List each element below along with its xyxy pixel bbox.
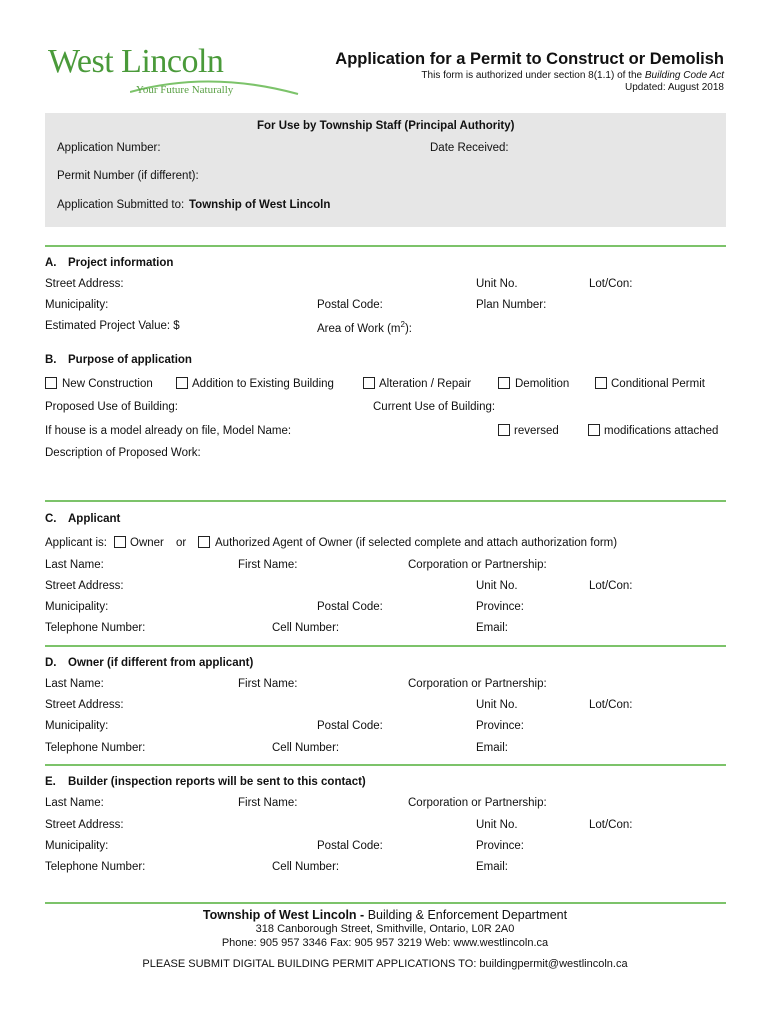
section-b-heading: Purpose of application — [68, 354, 192, 366]
application-number-label: Application Number: — [57, 142, 161, 154]
section-a-heading: Project information — [68, 257, 174, 269]
description-label: Description of Proposed Work: — [45, 447, 201, 459]
a-plan-number-label: Plan Number: — [476, 299, 547, 311]
c-telephone-label: Telephone Number: — [45, 622, 146, 634]
a-postal-code-label: Postal Code: — [317, 299, 383, 311]
section-e-heading: Builder (inspection reports will be sent to this contact) — [68, 776, 366, 788]
section-d-divider — [45, 645, 726, 647]
owner-checkbox[interactable] — [114, 536, 126, 548]
e-municipality-label: Municipality: — [45, 840, 109, 852]
footer-submit: PLEASE SUBMIT DIGITAL BUILDING PERMIT APPLICATIONS TO: buildingpermit@westlincoln.ca — [142, 958, 628, 970]
a-unit-no-label: Unit No. — [476, 278, 518, 290]
section-a-letter: A. — [45, 257, 57, 269]
section-e-divider — [45, 764, 726, 766]
d-lot-con-label: Lot/Con: — [589, 699, 633, 711]
a-project-value-label: Estimated Project Value: $ — [45, 320, 180, 332]
logo-wordmark: West Lincoln — [48, 43, 224, 80]
applicant-is-label: Applicant is: — [45, 537, 108, 549]
e-postal-code-label: Postal Code: — [317, 840, 383, 852]
footer-dept: Building & Enforcement Department — [367, 908, 568, 922]
d-corporation-label: Corporation or Partnership: — [408, 678, 547, 690]
d-unit-no-label: Unit No. — [476, 699, 518, 711]
e-lot-con-label: Lot/Con: — [589, 819, 633, 831]
c-cell-label: Cell Number: — [272, 622, 340, 634]
e-unit-no-label: Unit No. — [476, 819, 518, 831]
page-title: Application for a Permit to Construct or Demolish — [335, 50, 724, 68]
c-street-address-label: Street Address: — [45, 580, 124, 592]
footer-contact: Phone: 905 957 3346 Fax: 905 957 3219 Web: www.westlincoln.ca — [221, 937, 549, 949]
e-telephone-label: Telephone Number: — [45, 861, 146, 873]
section-b-letter: B. — [45, 354, 57, 366]
authorization-text: This form is authorized under section 8(1.1) of the — [421, 70, 643, 81]
date-received-label: Date Received: — [430, 142, 509, 154]
d-municipality-label: Municipality: — [45, 720, 109, 732]
modifications-label: modifications attached — [604, 425, 719, 437]
new-construction-checkbox[interactable] — [45, 377, 57, 389]
e-first-name-label: First Name: — [238, 797, 298, 809]
a-municipality-label: Municipality: — [45, 299, 109, 311]
c-postal-code-label: Postal Code: — [317, 601, 383, 613]
d-street-address-label: Street Address: — [45, 699, 124, 711]
c-lot-con-label: Lot/Con: — [589, 580, 633, 592]
e-cell-label: Cell Number: — [272, 861, 340, 873]
d-telephone-label: Telephone Number: — [45, 742, 146, 754]
addition-label: Addition to Existing Building — [192, 378, 334, 390]
authorization-act: Building Code Act — [644, 70, 724, 81]
footer-address: 318 Canborough Street, Smithville, Ontario, L0R 2A0 — [255, 923, 515, 935]
section-c-heading: Applicant — [68, 513, 121, 525]
d-postal-code-label: Postal Code: — [317, 720, 383, 732]
authorization-note — [421, 70, 724, 81]
reversed-label: reversed — [514, 425, 559, 437]
alteration-label: Alteration / Repair — [379, 378, 472, 390]
demolition-checkbox[interactable] — [498, 377, 510, 389]
submitted-to-label: Application Submitted to: — [57, 199, 185, 211]
a-area-of-work-label — [317, 320, 412, 335]
submitted-to-value: Township of West Lincoln — [189, 199, 331, 211]
updated-date: Updated: August 2018 — [625, 82, 724, 93]
or-label: or — [176, 537, 187, 549]
reversed-checkbox[interactable] — [498, 424, 510, 436]
modifications-checkbox[interactable] — [588, 424, 600, 436]
section-d-heading: Owner (if different from applicant) — [68, 657, 254, 669]
section-d-letter: D. — [45, 657, 57, 669]
staff-heading: For Use by Township Staff (Principal Authority) — [257, 120, 515, 132]
addition-checkbox[interactable] — [176, 377, 188, 389]
footer-org-name: Township of West Lincoln - — [202, 908, 365, 922]
section-e-letter: E. — [45, 776, 56, 788]
a-area-sup: 2 — [400, 320, 405, 329]
permit-number-label: Permit Number (if different): — [57, 170, 199, 182]
conditional-permit-label: Conditional Permit — [611, 378, 705, 390]
e-last-name-label: Last Name: — [45, 797, 104, 809]
c-unit-no-label: Unit No. — [476, 580, 518, 592]
logo-tagline: Your Future Naturally — [136, 84, 234, 96]
e-corporation-label: Corporation or Partnership: — [408, 797, 547, 809]
agent-label: Authorized Agent of Owner (if selected complete and attach authorization form) — [215, 537, 618, 549]
agent-checkbox[interactable] — [198, 536, 210, 548]
e-province-label: Province: — [476, 840, 524, 852]
e-street-address-label: Street Address: — [45, 819, 124, 831]
conditional-permit-checkbox[interactable] — [595, 377, 607, 389]
c-first-name-label: First Name: — [238, 559, 298, 571]
a-area-text: Area of Work (m — [317, 322, 401, 335]
c-last-name-label: Last Name: — [45, 559, 104, 571]
section-c-divider — [45, 500, 726, 502]
a-street-address-label: Street Address: — [45, 278, 124, 290]
alteration-checkbox[interactable] — [363, 377, 375, 389]
section-a-divider — [45, 245, 726, 247]
e-email-label: Email: — [476, 861, 508, 873]
c-corporation-label: Corporation or Partnership: — [408, 559, 547, 571]
d-first-name-label: First Name: — [238, 678, 298, 690]
section-c-letter: C. — [45, 513, 57, 525]
a-area-close: ): — [404, 322, 412, 335]
demolition-label: Demolition — [515, 378, 570, 390]
owner-label: Owner — [130, 537, 164, 549]
d-province-label: Province: — [476, 720, 524, 732]
d-last-name-label: Last Name: — [45, 678, 104, 690]
footer-org — [0, 908, 770, 922]
footer-divider — [45, 902, 726, 904]
d-email-label: Email: — [476, 742, 508, 754]
c-email-label: Email: — [476, 622, 508, 634]
a-lot-con-label: Lot/Con: — [589, 278, 633, 290]
proposed-use-label: Proposed Use of Building: — [45, 401, 178, 413]
c-province-label: Province: — [476, 601, 524, 613]
current-use-label: Current Use of Building: — [373, 401, 496, 413]
c-municipality-label: Municipality: — [45, 601, 109, 613]
new-construction-label: New Construction — [62, 378, 153, 390]
d-cell-label: Cell Number: — [272, 742, 340, 754]
model-name-label: If house is a model already on file, Model Name: — [45, 425, 292, 437]
